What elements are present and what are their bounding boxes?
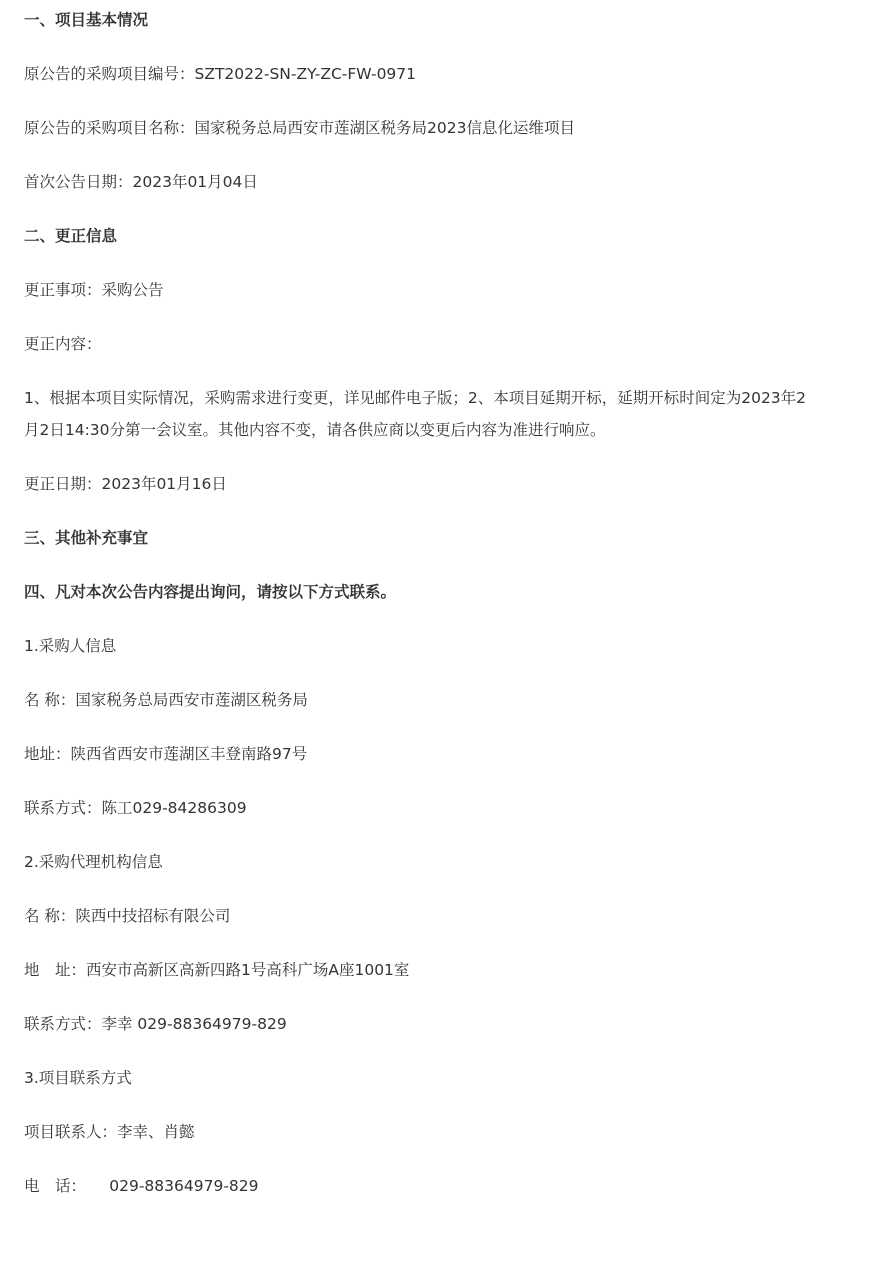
correction-item: 更正事项：采购公告 (24, 281, 164, 299)
project-contact-person: 项目联系人：李幸、肖懿 (24, 1123, 195, 1141)
correction-content-text: 1、根据本项目实际情况，采购需求进行变更，详见邮件电子版；2、本项目延期开标，延期开标时间定为2023年2月2日14:30分第一会议室。其他内容不变，请各供应商以变更后内容为准进行响应。 (24, 389, 807, 439)
purchaser-contact: 联系方式：陈工029-84286309 (24, 799, 247, 817)
section-1-title: 一、项目基本情况 (24, 11, 149, 29)
section-4-title: 四、凡对本次公告内容提出询问，请按以下方式联系。 (24, 583, 397, 601)
correction-content-label: 更正内容： (24, 335, 102, 353)
section-3-title: 三、其他补充事宜 (24, 529, 149, 547)
section-2-title: 二、更正信息 (24, 227, 118, 245)
original-project-name: 原公告的采购项目名称：国家税务总局西安市莲湖区税务局2023信息化运维项目 (24, 119, 575, 137)
agency-contact: 联系方式：李幸 029-88364979-829 (24, 1015, 287, 1033)
purchaser-heading: 1.采购人信息 (24, 637, 117, 655)
correction-date: 更正日期：2023年01月16日 (24, 475, 227, 493)
purchaser-address: 地址：陕西省西安市莲湖区丰登南路97号 (24, 745, 308, 763)
agency-address: 地 址：西安市高新区高新四路1号高科广场A座1001室 (24, 961, 410, 979)
project-contact-phone: 电 话： 029-88364979-829 (24, 1177, 259, 1195)
original-project-number: 原公告的采购项目编号：SZT2022-SN-ZY-ZC-FW-0971 (24, 65, 417, 83)
agency-name: 名 称：陕西中技招标有限公司 (24, 907, 231, 925)
first-announcement-date: 首次公告日期：2023年01月04日 (24, 173, 258, 191)
agency-heading: 2.采购代理机构信息 (24, 853, 163, 871)
project-contact-heading: 3.项目联系方式 (24, 1069, 132, 1087)
purchaser-name: 名 称：国家税务总局西安市莲湖区税务局 (24, 691, 308, 709)
